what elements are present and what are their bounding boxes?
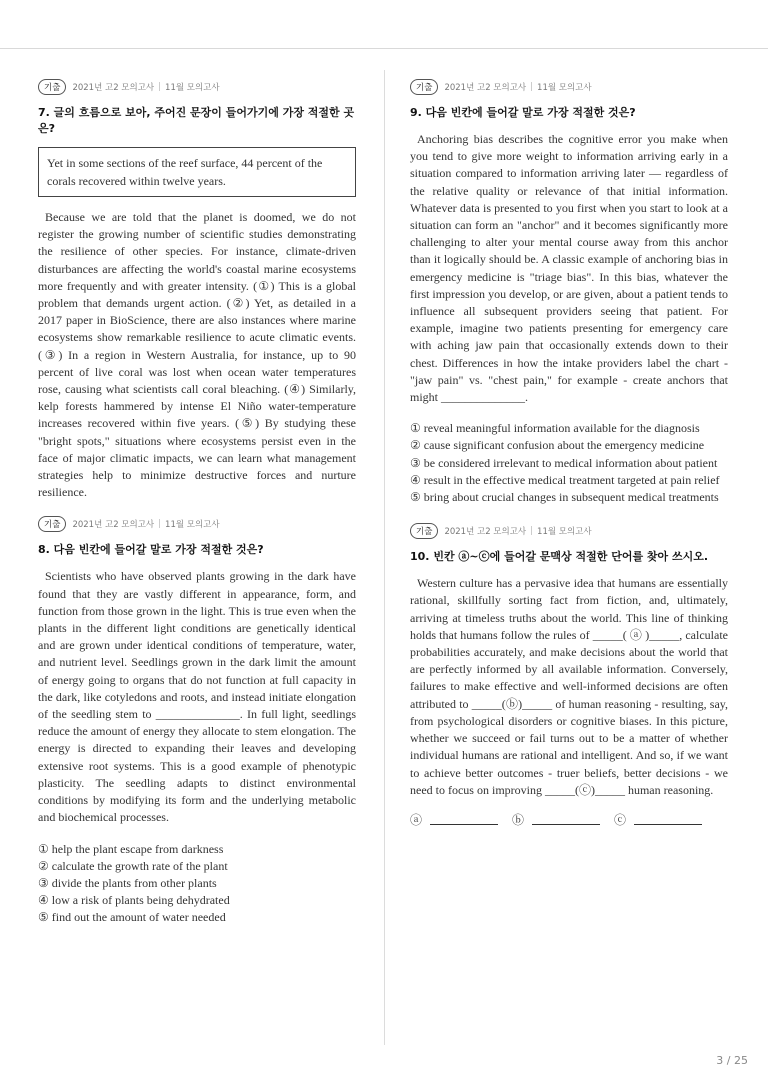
source-year: 2021년 고2 모의고사 (444, 527, 527, 538)
separator: | (530, 82, 534, 92)
source-tag-row (410, 78, 728, 96)
question-title: 8. 다음 빈칸에 들어갈 말로 가장 적절한 것은? (38, 543, 264, 557)
source-month: 11월 모의고사 (537, 83, 592, 93)
page-number: 3 / 25 (716, 1054, 748, 1067)
source-tag-row (38, 515, 356, 533)
answer-label-c: ⓒ (614, 812, 627, 827)
answer-option[interactable]: ③ be considered irrelevant to medical information about patient (410, 455, 718, 470)
exam-tag: 기출 (38, 79, 66, 95)
answer-blank-b[interactable] (532, 814, 600, 825)
source-month: 11월 모의고사 (165, 520, 220, 531)
exam-tag: 기출 (410, 523, 438, 539)
answer-options (410, 420, 728, 506)
source-year: 2021년 고2 모의고사 (444, 83, 527, 93)
left-column (38, 78, 356, 927)
question-title: 7. 글의 흐름으로 보아, 주어진 문장이 들어가기에 가장 적절한 곳은? (38, 106, 355, 135)
right-column (410, 78, 728, 828)
answer-option[interactable]: ① reveal meaningful information available for the diagnosis (410, 421, 700, 436)
source-month: 11월 모의고사 (165, 83, 220, 93)
source-tag-row (38, 78, 356, 96)
question-9 (410, 78, 728, 506)
answer-blanks-row (410, 811, 728, 828)
answer-option[interactable]: ② cause significant confusion about the emergency medicine (410, 438, 705, 453)
question-7 (38, 78, 356, 501)
question-passage: Western culture has a pervasive idea that humans are essentially rational, skillfully sorting fact from fiction, and, ultimately, arriving at timeless truths about the world. This line of thinking holds that humans follow the rules of _____( ⓐ )_____, calculate probabilities accurately, and make decisions about the world that are perfectly informed by all available information. Conversely, failures to make effective and well-informed decisions are often attributed to _____(ⓑ)_____ of human reasoning - resulting, say, from psychological disorders or cognitive biases. In this picture, whether we succeed or fail turns out to be a matter of whether individual humans are rational and intelligent. And so, if we want to achieve better outcomes - truer beliefs, better decisions - we need to focus on improving _____(ⓒ)_____ human reasoning. (410, 576, 728, 797)
question-8 (38, 515, 356, 926)
exam-tag: 기출 (410, 79, 438, 95)
answer-options (38, 841, 356, 927)
answer-option[interactable]: ③ divide the plants from other plants (38, 875, 217, 890)
separator: | (530, 526, 534, 537)
question-title: 9. 다음 빈칸에 들어갈 말로 가장 적절한 것은? (410, 106, 636, 119)
answer-option[interactable]: ⑤ find out the amount of water needed (38, 910, 226, 925)
separator: | (158, 519, 162, 530)
column-divider (384, 70, 385, 1045)
question-title: 10. 빈칸 ⓐ~ⓒ에 들어갈 문맥상 적절한 단어를 찾아 쓰시오. (410, 550, 709, 564)
separator: | (158, 82, 162, 92)
exam-tag: 기출 (38, 516, 66, 532)
answer-label-a: ⓐ (410, 812, 423, 827)
answer-blank-a[interactable] (430, 814, 498, 825)
answer-option[interactable]: ⑤ bring about crucial changes in subsequent medical treatments (410, 490, 719, 505)
answer-option[interactable]: ① help the plant escape from darkness (38, 841, 224, 856)
header-rule (0, 48, 768, 49)
given-sentence-box: Yet in some sections of the reef surface, 44 percent of the corals recovered within twelve years. (38, 147, 356, 197)
source-year: 2021년 고2 모의고사 (72, 520, 155, 531)
source-tag-row (410, 522, 728, 540)
question-passage: Because we are told that the planet is doomed, we do not register the growing number of scientific studies demonstrating the resilience of other species. For instance, climate-driven disturbances are affecting the world's coastal marine ecosystems more frequently and with greater intensity. (①) This is a global problem that demands urgent action. (②) Yet, as detailed in a 2017 paper in BioScience, there are also instances where marine ecosystems show remarkable resilience to acute climatic events. (③) In a region in Western Australia, for instance, up to 90 percent of live coral was lost when ocean water temperatures rose, causing what scientists call coral bleaching. (④) Similarly, kelp forests hammered by intense El Niño water-temperature increases recovered within five years. (⑤) By studying these "bright spots," situations where ecosystems persist even in the face of major climatic impacts, we can learn what management strategies help to minimize destructive forces and nurture resilience. (38, 210, 356, 500)
source-month: 11월 모의고사 (537, 527, 592, 538)
source-year: 2021년 고2 모의고사 (72, 83, 155, 93)
answer-option[interactable]: ② calculate the growth rate of the plant (38, 858, 228, 873)
question-passage: Scientists who have observed plants growing in the dark have found that they are vastly different in appearance, form, and function from those grown in the light. This is true even when the plants in the different light conditions are genetically identical and are grown under identical conditions of temperature, water, and nutrient level. Seedlings grown in the dark limit the amount of energy going to organs that do not function at full capacity in the dark, like cotyledons and roots, and instead initiate elongation of the seedling stem to ______________. In full light, seedlings reduce the amount of energy they allocate to stem elongation. The energy is directed to expanding their leaves and developing extensive root systems. This is a good example of phenotypic plasticity. The seedling adapts to distinct environmental conditions by modifying its form and the underlying metabolic and biochemical processes. (38, 569, 356, 825)
answer-label-b: ⓑ (512, 812, 525, 827)
question-passage: Anchoring bias describes the cognitive error you make when you tend to give more weight to information arriving early in a situation compared to information arriving later — regardless of the relative quality or relevance of that initial information. Whatever data is presented to you first when you start to look at a situation can form an "anchor" and it becomes significantly more challenging to alter your mental course away from this anchor than it logically should be. A classic example of anchoring bias in emergency medicine is "triage bias". In this bias, whatever the first impression you develop, or are given, about a patient tends to influence all subsequent providers seeing that patient. For example, imagine two patients presenting for emergency care with aching jaw pain that occasionally extends down to their chest. Differences in how the intake providers label the chart - "jaw pain" vs. "chest pain," for example - create anchors that might ______________. (410, 132, 728, 405)
answer-option[interactable]: ④ low a risk of plants being dehydrated (38, 893, 230, 908)
question-10 (410, 522, 728, 828)
answer-blank-c[interactable] (634, 814, 702, 825)
answer-option[interactable]: ④ result in the effective medical treatment targeted at pain relief (410, 472, 720, 487)
